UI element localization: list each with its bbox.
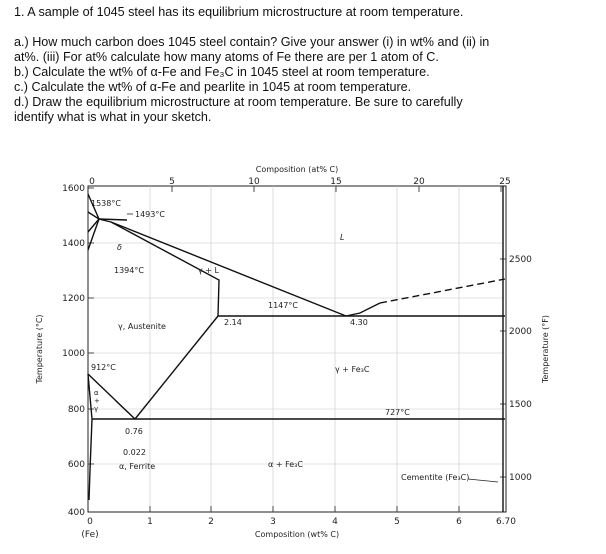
label-gamma-liquid: γ + L [198,266,219,275]
left-tick-1200: 1200 [62,294,85,304]
liquidus-right-solid [346,303,380,316]
label-plus-small: + [94,397,100,405]
bottom-tick-labels [87,517,516,527]
left-tick-800: 800 [67,405,85,415]
top-tick-0: 0 [89,177,95,187]
bottom-tick-1: 1 [147,517,153,527]
bottom-tick-4: 4 [332,517,338,527]
left-tick-1400: 1400 [62,239,85,249]
top-tick-25: 25 [499,177,511,187]
label-1394: 1394°C [114,266,144,275]
label-214: 2.14 [224,318,242,327]
part-b: b.) Calculate the wt% of α-Fe and Fe₃C in 1045 steel at room temperature. [14,65,430,79]
part-c: c.) Calculate the wt% of α-Fe and pearlite in 1045 at room temperature. [14,80,412,94]
bottom-axis-title: Composition (wt% C) [254,530,340,539]
label-0022: 0.022 [123,448,146,457]
top-tick-15: 15 [330,177,342,187]
right-tick-labels [509,255,532,483]
bottom-sub-fe: (Fe) [81,530,99,540]
top-axis-title: Composition (at% C) [255,165,339,174]
diagram-labels [91,199,498,482]
top-tick-5: 5 [169,177,175,187]
question-title: 1. A sample of 1045 steel has its equilibrium microstructure at room temperature. [14,5,464,19]
bottom-tick-0: 0 [87,517,93,527]
right-axis-title: Temperature (°F) [541,314,550,384]
alpha-upper-boundary [88,374,92,419]
right-tick-1500: 1500 [509,400,532,410]
part-d-line2: identify what is what in your sketch. [14,110,212,124]
bottom-tick-3: 3 [270,517,276,527]
liquidus-right-dashed [380,279,505,303]
delta-gamma-boundary [88,219,99,250]
label-alpha-small: α [94,389,99,397]
left-tick-1600: 1600 [62,184,85,194]
label-1493: 1493°C [135,210,165,219]
label-gamma-fe3c: γ + Fe₃C [335,365,370,374]
acm-line [135,316,218,419]
label-delta: δ [117,243,122,252]
label-gamma-small: γ [94,405,99,413]
label-1147: 1147°C [268,301,298,310]
left-tick-600: 600 [67,460,85,470]
peritectic-line [99,219,127,220]
label-727: 727°C [385,408,410,417]
right-tick-2500: 2500 [509,255,532,265]
left-tick-labels [62,184,85,518]
label-ferrite: α, Ferrite [119,462,156,471]
top-tick-10: 10 [248,177,260,187]
label-austenite: γ, Austenite [118,322,166,331]
left-tick-400: 400 [67,508,85,518]
liquidus-to-eutectic-line [111,222,346,316]
label-912: 912°C [91,363,116,372]
part-d-line1: d.) Draw the equilibrium microstructure at room temperature. Be sure to carefully [14,95,463,109]
right-tick-1000: 1000 [509,473,532,483]
label-076: 0.76 [125,427,143,436]
label-alpha-fe3c: α + Fe₃C [268,460,303,469]
right-tick-2000: 2000 [509,327,532,337]
top-tick-20: 20 [413,177,425,187]
part-a-line2: at%. (iii) For at% calculate how many atoms of Fe there are per 1 atom of C. [14,50,439,64]
left-tick-1000: 1000 [62,349,85,359]
bottom-tick-5: 5 [394,517,400,527]
label-cementite: Cementite (Fe₃C) [401,473,470,482]
bottom-tick-670: 6.70 [495,517,517,527]
label-430: 4.30 [350,318,368,327]
left-axis-title: Temperature (°C) [35,314,44,384]
label-1538: 1538°C [91,199,121,208]
bottom-tick-6: 6 [456,517,462,527]
label-liquid: L [340,233,345,242]
bottom-tick-2: 2 [208,517,214,527]
part-a-line1: a.) How much carbon does 1045 steel contain? Give your answer (i) in wt% and (ii) in [14,35,490,49]
alpha-solvus-line [89,419,92,500]
